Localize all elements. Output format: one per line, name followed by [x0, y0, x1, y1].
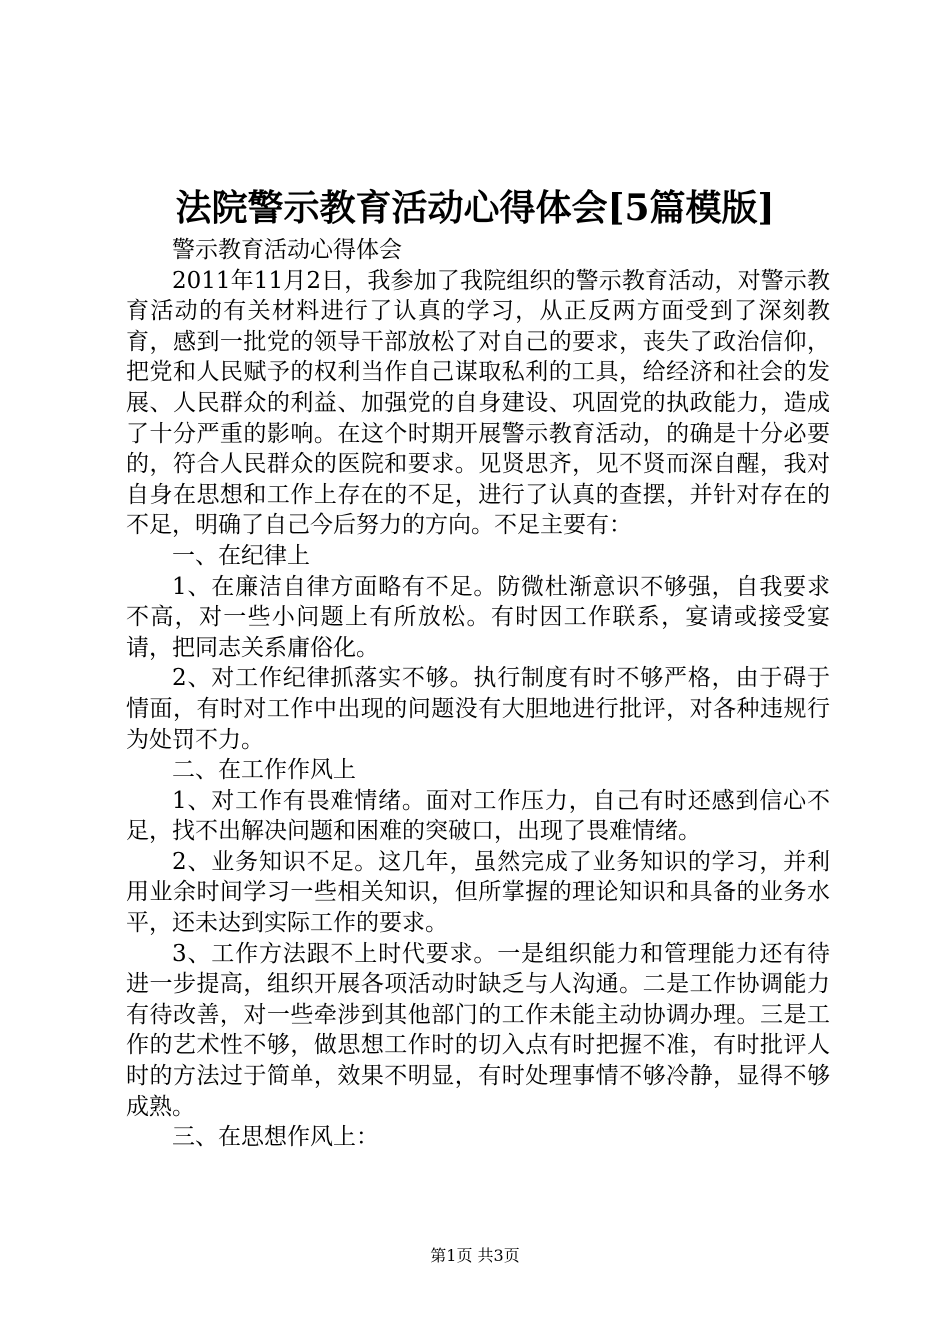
discipline-item-1: 1、在廉洁自律方面略有不足。防微杜渐意识不够强，自我要求不高，对一些小问题上有所放松。有时因工作联系，宴请或接受宴请，把同志关系庸俗化。 — [126, 573, 830, 661]
intro-paragraph: 2011年11月2日，我参加了我院组织的警示教育活动，对警示教育活动的有关材料进行了认真的学习，从正反两方面受到了深刻教育，感到一批党的领导干部放松了对自己的要求，丧失了政治信仰，把党和人民赋予的权利当作自己谋取私利的工具，给经济和社会的发展、人民群众的利益、加强党的自身建设、巩固党的执政能力，造成了十分严重的影响。在这个时期开展警示教育活动，的确是十分必要的，符合人民群众的医院和要求。见贤思齐，见不贤而深自醒，我对自身在思想和工作上存在的不足，进行了认真的查摆，并针对存在的不足，明确了自己今后努力的方向。不足主要有： — [126, 267, 830, 539]
work-style-item-1: 1、对工作有畏难情绪。面对工作压力，自己有时还感到信心不足，找不出解决问题和困难的突破口，出现了畏难情绪。 — [126, 787, 830, 845]
page-footer: 第1页 共3页 — [430, 1246, 520, 1265]
subtitle-paragraph: 警示教育活动心得体会 — [172, 237, 402, 263]
document-body — [126, 235, 830, 1153]
section-heading-discipline: 一、在纪律上 — [172, 542, 310, 569]
section-heading-thought-style: 三、在思想作风上： — [172, 1124, 379, 1151]
discipline-item-2: 2、对工作纪律抓落实不够。执行制度有时不够严格，由于碍于情面，有时对工作中出现的问题没有大胆地进行批评，对各种违规行为处罚不力。 — [126, 665, 830, 753]
document-title: 法院警示教育活动心得体会[5篇模版] — [175, 187, 775, 229]
work-style-item-3: 3、工作方法跟不上时代要求。一是组织能力和管理能力还有待进一步提高，组织开展各项活动时缺乏与人沟通。二是工作协调能力有待改善，对一些牵涉到其他部门的工作未能主动协调办理。三是工作的艺术性不够，做思想工作时的切入点有时把握不准，有时批评人时的方法过于简单，效果不明显，有时处理事情不够冷静，显得不够成熟。 — [126, 940, 830, 1120]
work-style-item-2: 2、业务知识不足。这几年，虽然完成了业务知识的学习，并利用业余时间学习一些相关知识，但所掌握的理论知识和具备的业务水平，还未达到实际工作的要求。 — [126, 848, 830, 937]
section-heading-work-style: 二、在工作作风上 — [172, 757, 356, 784]
